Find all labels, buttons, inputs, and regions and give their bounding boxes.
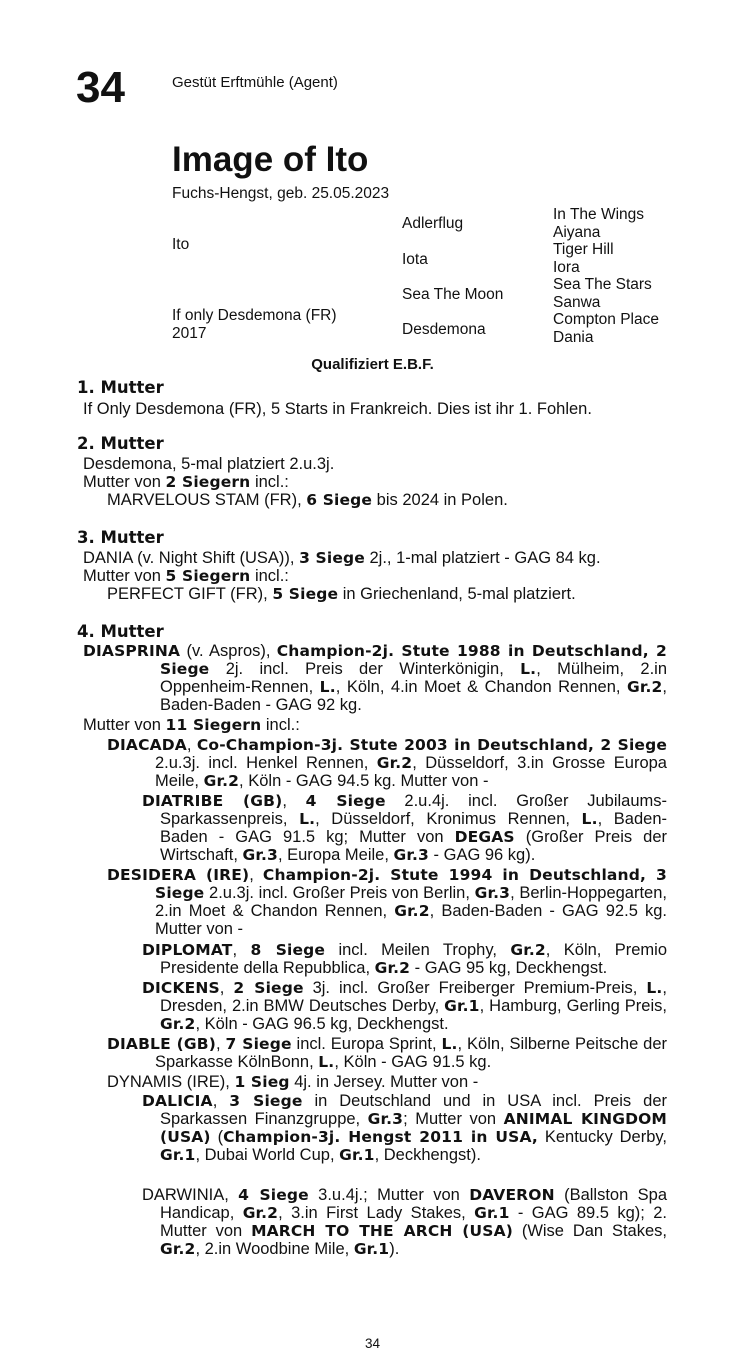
- pedigree-sire-dam: Iota: [402, 251, 428, 268]
- diable-entry: DIABLE (GB), 7 Siege incl. Europa Sprint, L., Köln, Silberne Peitsche der Sparkasse KölnBonn, L., Köln - GAG 91.5 kg.: [107, 1035, 668, 1071]
- desidera-entry: DESIDERA (IRE), Champion-2j. Stute 1994 in Deutschland, 3 Siege 2.u.3j. incl. Großer Preis von Berlin, Gr.3, Berlin-Hoppegarten, 2.in Moet & Chandon Rennen, Gr.2, Baden-Baden - GAG 92.5 kg. Mutter von -: [107, 866, 667, 938]
- pedigree-sire-sire: Adlerflug: [402, 215, 464, 232]
- consignor: Gestüt Erftmühle (Agent): [172, 74, 338, 91]
- lot-number: 34: [76, 63, 125, 112]
- pedigree-dam-dam: Desdemona: [402, 321, 486, 338]
- page-number: 34: [364, 1336, 381, 1351]
- dynamis-entry: DYNAMIS (IRE), 1 Sieg 4j. in Jersey. Mutter von -: [107, 1073, 479, 1091]
- mutter-von-11: Mutter von 11 Siegern incl.:: [83, 716, 300, 734]
- section-4-title: 4. Mutter: [77, 622, 164, 641]
- horse-description: Fuchs-Hengst, geb. 25.05.2023: [172, 185, 390, 202]
- pedigree-dam: If only Desdemona (FR) 2017: [172, 307, 337, 342]
- pedigree-sire: Ito: [172, 236, 190, 253]
- darwinia-entry: DARWINIA, 4 Siege 3.u.4j.; Mutter von DAVERON (Ballston Spa Handicap, Gr.2, 3.in First Lady Stakes, Gr.1 - GAG 89.5 kg); 2. Mutter von MARCH TO THE ARCH (USA) (Wise Dan Stakes, Gr.2, 2.in Woodbine Mile, Gr.1).: [142, 1186, 668, 1258]
- section-3-text: DANIA (v. Night Shift (USA)), 3 Siege 2j., 1-mal platziert - GAG 84 kg. Mutter von 5 Siegern incl.: PERFECT GIFT (FR), 5 Siege in Griechenland, 5-mal platziert.: [83, 549, 601, 603]
- qualification-note: Qualifiziert E.B.F.: [311, 356, 434, 373]
- dickens-entry: DICKENS, 2 Siege 3j. incl. Großer Freiberger Premium-Preis, L., Dresden, 2.in BMW Deutsches Derby, Gr.1, Hamburg, Gerling Preis, Gr.2, Köln - GAG 96.5 kg, Deckhengst.: [142, 979, 668, 1033]
- section-1-title: 1. Mutter: [77, 378, 164, 397]
- diacada-entry: DIACADA, Co-Champion-3j. Stute 2003 in Deutschland, 2 Siege 2.u.3j. incl. Henkel Rennen, Gr.2, Düsseldorf, 3.in Grosse Europa Meile, Gr.2, Köln - GAG 94.5 kg. Mutter von -: [107, 736, 667, 790]
- section-2-title: 2. Mutter: [77, 434, 164, 453]
- horse-name: Image of Ito: [172, 140, 369, 179]
- section-3-title: 3. Mutter: [77, 528, 164, 547]
- pedigree-dam-sire: Sea The Moon: [402, 286, 504, 303]
- diasprina-entry: DIASPRINA (v. Aspros), Champion-2j. Stute 1988 in Deutschland, 2 Siege 2j. incl. Preis der Winterkönigin, L., Mülheim, 2.in Oppenheim-Rennen, L., Köln, 4.in Moet & Chandon Rennen, Gr.2, Baden-Baden - GAG 92 kg.: [83, 642, 668, 714]
- dalicia-entry: DALICIA, 3 Siege in Deutschland und in USA incl. Preis der Sparkassen Finanzgruppe, Gr.3; Mutter von ANIMAL KINGDOM (USA) (Champion-3j. Hengst 2011 in USA, Kentucky Derby, Gr.1, Dubai World Cup, Gr.1, Deckhengst).: [142, 1092, 667, 1164]
- pedigree-ggp: In The Wings Aiyana Tiger Hill Iora Sea The Stars Sanwa Compton Place Dania: [553, 206, 659, 346]
- section-2-text: Desdemona, 5-mal platziert 2.u.3j. Mutter von 2 Siegern incl.: MARVELOUS STAM (FR), 6 Siege bis 2024 in Polen.: [83, 455, 508, 509]
- diplomat-entry: DIPLOMAT, 8 Siege incl. Meilen Trophy, Gr.2, Köln, Premio Presidente della Repubblica, Gr.2 - GAG 95 kg, Deckhengst.: [142, 941, 668, 977]
- section-1-text: If Only Desdemona (FR), 5 Starts in Frankreich. Dies ist ihr 1. Fohlen.: [83, 400, 592, 418]
- diatribe-entry: DIATRIBE (GB), 4 Siege 2.u.4j. incl. Großer Jubilaums-Sparkassenpreis, L., Düsseldorf, Kronimus Rennen, L., Baden-Baden - GAG 91.5 kg; Mutter von DEGAS (Großer Preis der Wirtschaft, Gr.3, Europa Meile, Gr.3 - GAG 96 kg).: [142, 792, 668, 864]
